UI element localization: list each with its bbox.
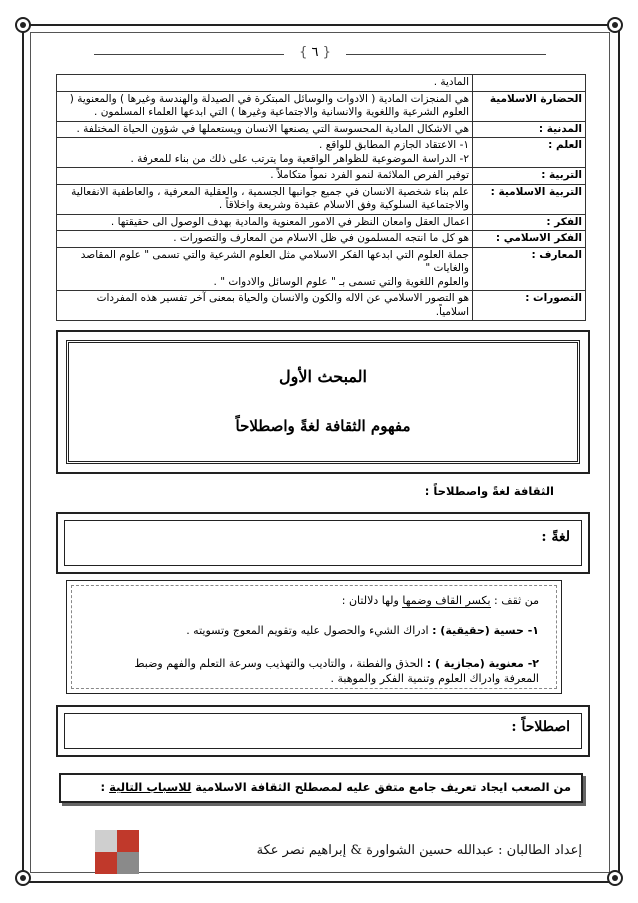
istilah-label-box xyxy=(56,705,590,757)
sense-physical: ١- حسية (حقيقية) : ادراك الشيء والحصول عليه وتقويم المعوج وتسويته . xyxy=(186,624,539,637)
definition-term: المعارف : xyxy=(473,247,586,291)
definition-term: المدنية : xyxy=(473,121,586,138)
lugha-label: لغةً : xyxy=(541,529,570,545)
definition-term: التربية : xyxy=(473,168,586,185)
definition-row xyxy=(57,138,586,168)
footer-decoration-square xyxy=(95,830,117,852)
definition-row xyxy=(57,214,586,231)
corner-ornament xyxy=(15,870,31,886)
footer-decoration-square xyxy=(117,830,139,852)
definition-text: هو التصور الاسلامي عن الاله والكون والانسان والحياة بمعنى آخر تفسير هذه المفردات اسلامياً. xyxy=(57,291,473,321)
difficulty-statement-box xyxy=(59,773,583,803)
header-rule xyxy=(346,54,546,55)
definition-term: الفكر : xyxy=(473,214,586,231)
definition-text: هي المنجزات المادية ( الادوات والوسائل المبتكرة في الصيدلة والهندسة وغيرها ) والمعنوية ( العلوم الشرعية واللغوية والانسانية والاجتماعية وغيرها ) التي ابدعها العلماء المسلمون . xyxy=(57,91,473,121)
definition-row xyxy=(57,247,586,291)
page-number: { ٦ } xyxy=(299,45,331,60)
definition-row xyxy=(57,231,586,248)
footer-credits: إعداد الطالبان : عبدالله حسين الشواورة & إبراهيم نصر عكة xyxy=(256,843,582,858)
sense-figurative: ٢- معنوية (مجازية ) : الحذق والفطنة ، والتاديب والتهذيب وسرعة التعلم والفهم وضبط المعرفة وادراك العلوم وتنمية الفكر والموهبة . xyxy=(134,657,539,685)
definition-term: التربية الاسلامية : xyxy=(473,184,586,214)
definition-term xyxy=(473,75,586,92)
definition-text: توفير الفرص الملائمة لنمو الفرد نمواً متكاملاً . xyxy=(57,168,473,185)
definition-row xyxy=(57,121,586,138)
definition-row xyxy=(57,91,586,121)
corner-ornament xyxy=(607,870,623,886)
lugha-definition-box xyxy=(66,580,562,694)
section-heading: الثقافة لغةً واصطلاحاً : xyxy=(424,484,554,498)
definition-text: جملة العلوم التي ابدعها الفكر الاسلامي مثل العلوم الشرعية والتي تسمى " علوم المقاصد والغايات " والعلوم اللغوية والتي تسمى بـ " علوم الوسائل والادوات " . xyxy=(57,247,473,291)
footer-decoration-square xyxy=(95,852,117,874)
corner-ornament xyxy=(15,17,31,33)
chapter-subtitle: مفهوم الثقافة لغةً واصطلاحاً xyxy=(235,417,411,435)
chapter-title-box xyxy=(56,330,590,474)
definition-text: علم بناء شخصية الانسان في جميع جوانبها الجسمية ، والعقلية المعرفية ، والعاطفية الانفعالية والاجتماعية السلوكية وفق الاسلام عقيدة وشريعة واخلاقاً . xyxy=(57,184,473,214)
lugha-label-box xyxy=(56,512,590,574)
footer-decoration-square xyxy=(117,852,139,874)
chapter-title: المبحث الأول xyxy=(279,367,367,386)
definition-term: العلم : xyxy=(473,138,586,168)
definition-term: الفكر الاسلامي : xyxy=(473,231,586,248)
istilah-label: اصطلاحاً : xyxy=(511,719,570,735)
definition-row xyxy=(57,168,586,185)
header-rule xyxy=(94,54,284,55)
definition-text: هو كل ما انتجه المسلمون في ظل الاسلام من المعارف والتصورات . xyxy=(57,231,473,248)
definition-term: التصورات : xyxy=(473,291,586,321)
definition-row xyxy=(57,291,586,321)
corner-ornament xyxy=(607,17,623,33)
definitions-table xyxy=(56,74,586,321)
definition-term: الحضارة الاسلامية xyxy=(473,91,586,121)
difficulty-statement: من الصعب ايجاد تعريف جامع متفق عليه لمصطلح الثقافة الاسلامية للاسباب التالية : xyxy=(100,780,571,794)
lugha-intro: من ثقف : بكسر القاف وضمها ولها دلالتان : xyxy=(341,594,539,607)
definition-text: هي الاشكال المادية المحسوسة التي يصنعها الانسان ويستعملها في شؤون الحياة المختلفة . xyxy=(57,121,473,138)
definition-text: ١- الاعتقاد الجازم المطابق للواقع . ٢- الدراسة الموضوعية للظواهر الواقعية وما يترتب على ذلك من بناء للمعرفة . xyxy=(57,138,473,168)
definition-text: المادية . xyxy=(57,75,473,92)
definition-text: اعمال العقل وامعان النظر في الامور المعنوية والمادية بهدف الوصول الى حقيقتها . xyxy=(57,214,473,231)
definition-row xyxy=(57,184,586,214)
definition-row xyxy=(57,75,586,92)
